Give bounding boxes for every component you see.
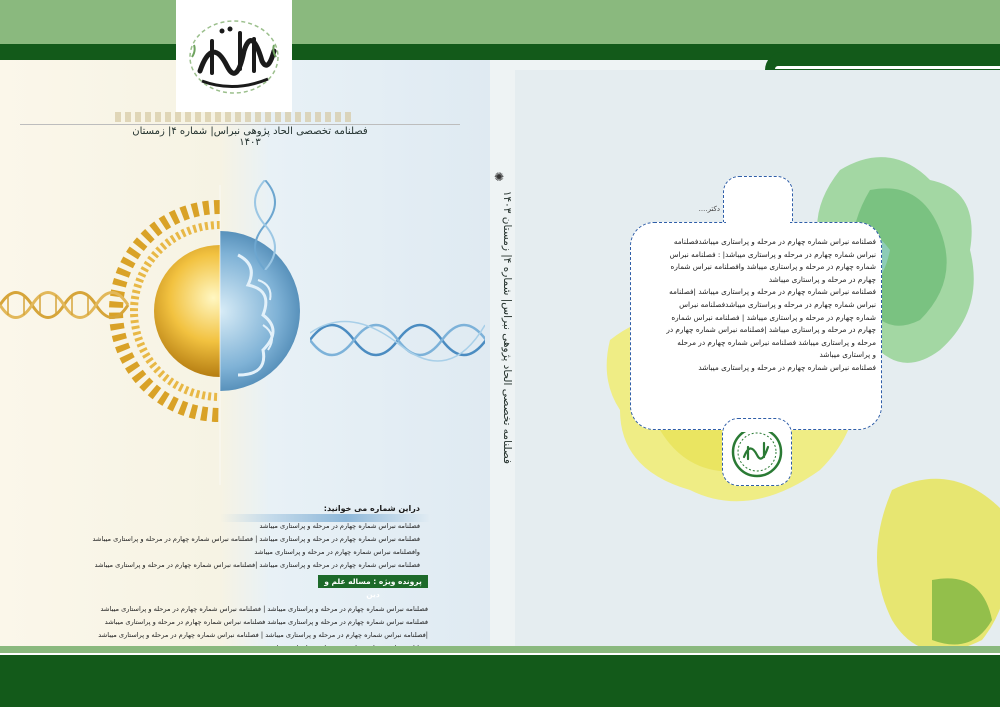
intro-line: فصلنامه نبراس شماره چهارم در مرحله و پراستاری میباشد xyxy=(698,362,876,372)
intro-text xyxy=(636,236,876,375)
spine xyxy=(497,190,513,465)
dna-helix-icon xyxy=(0,275,130,335)
toc-line: |فصلنامه نبراس شماره چهارم در مرحله و پراستاری میباشد | فصلنامه نبراس شماره چهارم در مرحله و پراستاری میباشد xyxy=(98,631,428,639)
cover-caption: فصلنامه تخصصی الحاد پژوهی نبراس| شماره ۴| زمستان ۱۴۰۳ xyxy=(132,126,368,148)
bottom-band-line xyxy=(0,653,1000,655)
logo xyxy=(176,0,292,112)
dna-wave-icon xyxy=(310,305,485,375)
cover-divider xyxy=(20,124,460,125)
intro-line: مرحله و پراستاری میباشد فصلنامه نبراس شماره چهارم در مرحله xyxy=(677,337,876,347)
spine-text: فصلنامه تخصصی الحاد پژوهی نبراس| شماره ۴| زمستان ۱۴۰۳ xyxy=(501,190,513,464)
bottom-band-dark xyxy=(0,655,1000,707)
toc-line: فصلنامه نبراس شماره چهارم در مرحله و پراستاری میباشد فصلنامه نبراس شماره چهارم در مرحله و پراستاری میباشد xyxy=(104,618,428,626)
intro-line: فصلنامه نبراس شماره چهارم در مرحله و پراستاری میباشدفصلنامه xyxy=(673,237,876,246)
toc-line: فصلنامه نبراس شماره چهارم در مرحله و پراستاری میباشد |فصلنامه نبراس شماره چهارم در مرحله و پراستاری میباشد xyxy=(94,561,420,569)
seal-join xyxy=(725,426,789,432)
intro-line: نبراس شماره چهارم در مرحله و پراستاری میباشدفصلنامه نبراس xyxy=(679,299,876,309)
nebras-calligraphy-logo-icon xyxy=(182,11,286,101)
science-faith-illustration xyxy=(108,185,328,485)
ornament-border xyxy=(115,112,355,122)
tab-join xyxy=(726,220,790,226)
author-label: دکتر.... xyxy=(698,205,720,213)
intro-line: و پراستاری میباشد xyxy=(819,350,876,360)
top-band-light xyxy=(0,0,1000,44)
dna-vertical-icon xyxy=(240,180,290,270)
toc-line: فصلنامه نبراس شماره چهارم در مرحله و پراستاری میباشد | فصلنامه نبراس شماره چهارم در مرحله و پراستاری میباشد xyxy=(100,605,428,613)
special-section-label: پرونده ویژه : مساله علم و دین xyxy=(318,575,428,588)
intro-line: شماره چهارم در مرحله و پراستاری میباشد وافصلنامه نبراس شماره xyxy=(670,262,876,272)
toc-title: دراین شماره می خوانید: xyxy=(323,504,420,513)
intro-line: چهارم در مرحله و پراستاری میباشد |فصلنامه نبراس شماره چهارم در xyxy=(666,325,876,335)
intro-line: فصلنامه نبراس شماره چهارم در مرحله و پراستاری میباشد |فصلنامه xyxy=(669,287,876,297)
intro-line: نبراس شماره چهارم در مرحله و پراستاری میباشد| : فصلنامه نبراس xyxy=(669,249,876,259)
toc-line: فصلنامه نبراس شماره چهارم در مرحله و پراستاری میباشد | فصلنامه نبراس شماره چهارم در مرحله و پراستاری میباشد xyxy=(92,535,420,543)
round-calligraphy-seal-icon xyxy=(730,425,784,479)
toc-line: وافصلنامه نبراس شماره چهارم در مرحله و پراستاری میباشد xyxy=(254,548,420,556)
intro-line: شماره چهارم در مرحله و پراستاری میباشد | فصلنامه نبراس شماره xyxy=(671,312,876,322)
toc-line: فصلنامه نبراس شماره چهارم در مرحله و پراستاری میباشد xyxy=(259,522,420,530)
top-band-line xyxy=(775,66,1000,69)
yellow-green-watercolor-splash xyxy=(862,470,1000,660)
ornament-star-icon: ✺ xyxy=(494,170,505,184)
intro-line: چهارم در مرحله و پراستاری میباشد xyxy=(768,274,876,284)
toc-list xyxy=(92,520,420,572)
